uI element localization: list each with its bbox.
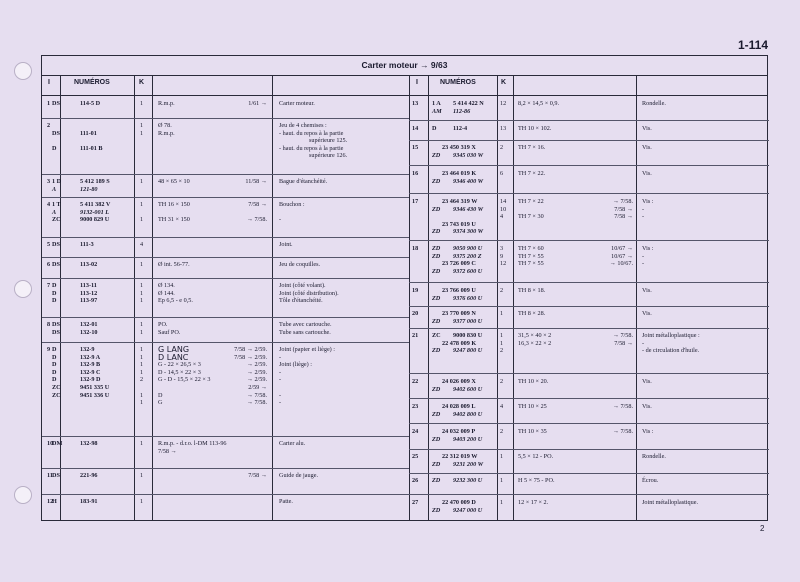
item-index: 19 (412, 287, 419, 294)
designation: Tube avec cartouche. (279, 321, 332, 328)
item-index: 13 (412, 100, 419, 107)
part-prefix: ZC (432, 332, 441, 339)
designation: - (642, 213, 645, 221)
designation: - de circulation d'huile. (642, 347, 700, 355)
part-number: 23 770 009 N (442, 310, 476, 317)
part-number: 132-9 (80, 346, 95, 353)
quantity: 1 (140, 216, 144, 224)
item-index: 7 (47, 282, 51, 289)
designation: Joint (papier et liège) : (279, 346, 336, 353)
description: Ø int. 56-77. (158, 261, 190, 268)
quantity: 1 (140, 178, 144, 185)
quantity: 2 (500, 347, 504, 355)
description: TH 10 × 35 (518, 428, 547, 435)
part-number: 111-3 (80, 241, 94, 248)
part-number: 9403 200 U (453, 435, 483, 443)
part-number: 24 028 009 L (442, 403, 476, 410)
part-number: 132-9 D (80, 376, 101, 384)
designation: Vis. (642, 144, 652, 151)
part-prefix: ZD (432, 177, 441, 185)
designation: - haut. du repos à la partie (279, 144, 344, 152)
validity-date: 7/58 → (614, 205, 633, 213)
validity-date: 7/58 → (614, 339, 633, 347)
header-k-right: K (501, 79, 507, 86)
part-prefix: D (52, 282, 57, 289)
designation: - (279, 368, 282, 376)
designation: Joint métalloplastique. (642, 499, 699, 506)
designation: Vis. (642, 170, 652, 177)
item-index: 23 (412, 403, 419, 410)
quantity: 6 (500, 170, 504, 177)
quantity: 2 (140, 376, 144, 384)
item-index: 27 (412, 499, 419, 506)
designation: Vis. (642, 287, 652, 294)
designation: - (279, 399, 282, 407)
validity-date: → 2/59. (246, 376, 267, 384)
part-prefix: D (52, 353, 57, 361)
part-prefix: ZD (432, 410, 441, 418)
item-index: 20 (412, 310, 419, 317)
designation: - (279, 216, 282, 224)
description: Ø 144. (158, 289, 175, 297)
quantity: 12 (500, 100, 507, 107)
part-prefix: ZD (432, 252, 441, 260)
part-number: 132-9 B (80, 361, 101, 369)
part-prefix: DS (52, 241, 60, 248)
table-title: Carter moteur → 9/63 (42, 56, 767, 76)
part-number: 9132-001 L (80, 208, 110, 216)
part-number: 132-9 C (80, 368, 101, 376)
description: D (158, 391, 163, 399)
validity-date: → 7/58. (612, 428, 633, 435)
part-number: 9247 000 U (453, 506, 483, 514)
description: TH 16 × 150 (158, 201, 190, 208)
part-number: 113-11 (80, 282, 97, 289)
part-number: 9345 030 W (453, 151, 484, 159)
description: TH 7 × 55 (518, 260, 544, 268)
part-number: 112-4 (453, 125, 468, 132)
item-index: 16 (412, 170, 419, 177)
item-index: 10 (47, 440, 54, 447)
validity-date: 7/58 → 2/59. (234, 346, 267, 353)
description: TH 8 × 28. (518, 310, 546, 317)
part-prefix: ZD (432, 347, 441, 355)
part-prefix: ZD (432, 294, 441, 302)
part-prefix: DS (52, 328, 60, 336)
part-number: 9346 430 W (453, 205, 484, 213)
description: 48 × 65 × 10 (158, 178, 190, 185)
quantity: 9 (500, 252, 504, 260)
item-index: 4 (47, 201, 51, 208)
part-prefix: ZD (432, 317, 441, 325)
designation: - (279, 376, 282, 384)
quantity: 1 (140, 353, 144, 361)
quantity: 4 (500, 403, 504, 410)
description: TH 10 × 20. (518, 378, 549, 385)
part-prefix: A (52, 208, 57, 216)
part-number: 23 464 319 W (442, 198, 478, 205)
part-prefix: D (52, 297, 57, 305)
designation: Jeu de 4 chemises : (279, 122, 327, 129)
designation: Écrou. (642, 477, 659, 484)
part-prefix: ZD (432, 245, 441, 252)
part-prefix: ZD (432, 228, 441, 236)
designation: Rondelle. (642, 100, 666, 107)
quantity: 1 (140, 297, 144, 305)
part-prefix: ZC (52, 216, 61, 224)
part-number: 9372 600 U (453, 267, 483, 275)
part-number: 9374 300 W (453, 228, 484, 236)
part-prefix: DS (52, 261, 60, 268)
designation: supérieure 126. (309, 152, 348, 160)
part-prefix: D (52, 368, 57, 376)
validity-date: 7/58 → (614, 213, 633, 221)
item-index: 14 (412, 125, 419, 132)
part-number: 22 478 009 K (442, 339, 477, 347)
quantity: 1 (500, 477, 504, 484)
quantity: 1 (140, 440, 144, 447)
part-number: 23 450 319 X (442, 144, 476, 151)
part-number: 132-9 A (80, 353, 101, 361)
item-index: 24 (412, 428, 419, 435)
designation: Rondelle. (642, 453, 666, 460)
designation: - haut. du repos à la partie (279, 129, 344, 137)
description: TH 7 × 60 (518, 245, 544, 252)
part-number: 112-86 (453, 107, 471, 115)
designation: - (642, 260, 645, 268)
quantity: 1 (140, 129, 144, 137)
part-number: 132-01 (80, 321, 98, 328)
item-index: 17 (412, 198, 419, 205)
description: Ø 78. (158, 122, 172, 129)
item-index: 21 (412, 332, 419, 339)
part-prefix: DM (52, 440, 63, 447)
header-k-left: K (139, 79, 145, 86)
description: G - D - 15,5 × 22 × 3 (158, 376, 211, 384)
item-index: 11 (47, 472, 53, 479)
quantity: 1 (140, 282, 144, 289)
part-number: 5 412 189 S (80, 178, 110, 185)
description: G LANG (158, 345, 190, 354)
part-number: 132-98 (80, 440, 98, 447)
validity-date: → 10/67. (609, 260, 633, 268)
description: TH 7 × 30 (518, 213, 544, 221)
part-prefix: DS (52, 321, 60, 328)
quantity: 14 (500, 198, 507, 205)
item-index: 2 (47, 122, 51, 129)
quantity: 1 (140, 361, 144, 369)
quantity: 1 (500, 332, 504, 339)
part-prefix: D (52, 346, 57, 353)
validity-date: → 2/59. (246, 368, 267, 376)
part-prefix: DS (52, 129, 60, 137)
designation: - (642, 339, 645, 347)
part-prefix: ZD (432, 151, 441, 159)
quantity: 1 (140, 346, 144, 353)
part-number: 9375 200 Z (453, 252, 482, 260)
quantity: 1 (140, 399, 144, 407)
part-number: 9231 200 W (453, 460, 484, 468)
description: G - 22 × 26,5 × 3 (158, 361, 201, 369)
description: TH 7 × 22. (518, 170, 546, 177)
designation: Vis. (642, 310, 652, 317)
header-numeros-left: NUMÉROS (74, 79, 110, 86)
designation: Joint (côté volant). (279, 282, 326, 289)
part-number: 113-97 (80, 297, 98, 305)
designation: Vis : (642, 198, 654, 205)
item-index: 26 (412, 477, 419, 484)
part-number: 111-01 (80, 129, 97, 137)
validity-date: → 7/58. (612, 332, 633, 339)
part-number: 22 470 009 D (442, 499, 476, 506)
description: TH 10 × 102. (518, 125, 552, 132)
part-prefix: ZC (52, 384, 61, 391)
part-number: 9402 800 U (453, 410, 483, 418)
quantity: 2 (500, 144, 504, 151)
item-index: 18 (412, 245, 419, 252)
part-number: 221-96 (80, 472, 98, 479)
part-prefix: 1 D (52, 178, 62, 185)
quantity: 1 (140, 261, 144, 268)
part-number: 113-02 (80, 261, 98, 268)
quantity: 1 (140, 391, 144, 399)
description: G (158, 399, 163, 407)
description: H 5 × 75 - PO. (518, 477, 555, 484)
quantity: 1 (500, 499, 504, 506)
item-index: 25 (412, 453, 419, 460)
quantity: 10 (500, 205, 507, 213)
quantity: 1 (500, 453, 504, 460)
description: D - 14,5 × 22 × 3 (158, 368, 201, 376)
quantity: 1 (500, 339, 504, 347)
page-number: 2 (760, 524, 765, 533)
item-index: 12 (47, 498, 54, 505)
part-number: 9247 800 U (453, 347, 483, 355)
designation: Vis. (642, 125, 652, 132)
description: Sauf PO. (158, 328, 181, 336)
description: R.m.p. (158, 129, 175, 137)
description: TH 7 × 16. (518, 144, 546, 151)
description: 5,5 × 12 - PO. (518, 453, 554, 460)
part-prefix: DS (52, 100, 60, 107)
part-prefix: AM (432, 107, 442, 115)
part-prefix: ZD (432, 460, 441, 468)
description: R.m.p. (158, 100, 175, 107)
description: TH 7 × 55 (518, 252, 544, 260)
quantity: 12 (500, 260, 507, 268)
designation: Joint (côté distribution). (279, 289, 339, 297)
validity-date: 10/67 → (611, 245, 633, 252)
part-number: 9451 335 U (80, 384, 110, 391)
part-number: 113-12 (80, 289, 98, 297)
description: D LANC (158, 352, 189, 362)
part-prefix: ZC (52, 391, 61, 399)
part-number: 23 464 019 K (442, 170, 477, 177)
part-prefix: ZD (432, 267, 441, 275)
quantity: 2 (500, 378, 504, 385)
part-number: 9402 600 U (453, 385, 483, 393)
validity-date: → 7/58. (612, 403, 633, 410)
part-number: 23 743 019 U (442, 220, 476, 228)
validity-date: → 7/58. (246, 399, 267, 407)
part-number: 9377 000 U (453, 317, 483, 325)
description: TH 8 × 18. (518, 287, 546, 294)
item-index: 3 (47, 178, 51, 185)
description: TH 31 × 150 (158, 216, 190, 224)
quantity: 2 (500, 287, 504, 294)
quantity: 4 (140, 241, 144, 248)
item-index: 8 (47, 321, 51, 328)
designation: Tôle d'étanchéité. (279, 297, 323, 305)
description: 12 × 17 × 2. (518, 499, 549, 506)
part-number: 111-01 B (80, 144, 103, 152)
validity-date: 2/59 → (248, 384, 267, 391)
designation: Vis : (642, 245, 654, 252)
designation: Joint (liège) : (279, 361, 312, 369)
part-prefix: 1 A (432, 100, 441, 107)
designation: Tube sans cartouche. (279, 328, 331, 336)
part-number: 9376 600 U (453, 294, 483, 302)
part-number: 9451 336 U (80, 391, 110, 399)
designation: - (279, 353, 282, 361)
item-index: 9 (47, 346, 51, 353)
designation: - (642, 205, 645, 213)
designation: Joint métalloplastique : (642, 332, 700, 339)
validity-date: 7/58 → (248, 472, 267, 479)
item-index: 5 (47, 241, 51, 248)
validity-date: → 7/58. (612, 198, 633, 205)
quantity: 3 (500, 245, 504, 252)
item-index: 22 (412, 378, 419, 385)
designation: Bouchon : (279, 201, 305, 208)
part-prefix: ZD (432, 205, 441, 213)
description: 7/58 → (158, 447, 177, 455)
designation: Vis. (642, 403, 652, 410)
quantity: 1 (140, 498, 144, 505)
quantity: 1 (140, 122, 144, 129)
part-prefix: D (52, 361, 57, 369)
designation: Patte. (279, 498, 293, 505)
header-numeros-right: NUMÉROS (440, 79, 476, 86)
part-number: 5 414 422 N (453, 100, 484, 107)
part-number: 9346 400 W (453, 177, 484, 185)
part-prefix: A (52, 185, 57, 193)
part-prefix: 1 T (52, 201, 61, 208)
validity-date: 11/58 → (245, 178, 267, 185)
description: Ø 134. (158, 282, 175, 289)
part-prefix: D (52, 376, 57, 384)
header-index-right: I (416, 79, 418, 86)
validity-date: 7/58 → 2/59. (234, 353, 267, 361)
part-number: 9000 830 U (453, 332, 483, 339)
quantity: 1 (140, 201, 144, 208)
quantity: 1 (140, 472, 144, 479)
description: TH 7 × 22 (518, 198, 544, 205)
quantity: 2 (500, 428, 504, 435)
part-prefix: DS (52, 472, 60, 479)
quantity: 13 (500, 125, 507, 132)
validity-date: 1/61 → (248, 100, 267, 107)
part-number: 22 312 019 W (442, 453, 478, 460)
part-prefix: D (52, 289, 57, 297)
part-number: 9050 900 U (453, 245, 483, 252)
header-index-left: I (48, 79, 50, 86)
validity-date: 7/58 → (248, 201, 267, 208)
part-number: 24 026 009 X (442, 378, 476, 385)
part-prefix: H (52, 498, 57, 505)
description: 31,5 × 40 × 2 (518, 332, 552, 339)
part-number: 9232 300 U (453, 477, 483, 484)
designation: Carter moteur. (279, 100, 315, 107)
designation: Joint. (279, 241, 293, 248)
description: TH 10 × 25 (518, 403, 547, 410)
part-number: 9000 829 U (80, 216, 110, 224)
parts-table (41, 55, 768, 521)
validity-date: → 7/58. (246, 391, 267, 399)
part-number: 23 726 009 C (442, 260, 476, 268)
description: 16,3 × 22 × 2 (518, 339, 552, 347)
part-number: 24 032 009 P (442, 428, 476, 435)
item-index: 1 (47, 100, 51, 107)
designation: - (279, 391, 282, 399)
binder-hole (14, 62, 32, 80)
part-number: 183-91 (80, 498, 98, 505)
designation: Vis. (642, 378, 652, 385)
binder-hole (14, 280, 32, 298)
item-index: 15 (412, 144, 419, 151)
designation: Carter alu. (279, 440, 306, 447)
designation: supérieure 125. (309, 137, 348, 145)
part-prefix: ZD (432, 385, 441, 393)
quantity: 1 (140, 321, 144, 328)
description: Ep 6,5 - e 0,5. (158, 297, 193, 305)
designation: Vis : (642, 428, 654, 435)
part-prefix: D (432, 125, 437, 132)
part-prefix: ZD (432, 435, 441, 443)
quantity: 1 (140, 328, 144, 336)
quantity: 1 (140, 100, 144, 107)
part-prefix: ZD (432, 506, 441, 514)
part-prefix: D (52, 144, 57, 152)
binder-hole (14, 486, 32, 504)
validity-date: → 2/59. (246, 361, 267, 369)
part-prefix: ZD (432, 477, 441, 484)
designation: Jeu de coquilles. (279, 261, 321, 268)
designation: Bague d'étanchéité. (279, 178, 328, 185)
designation: - (642, 252, 645, 260)
quantity: 1 (140, 289, 144, 297)
part-number: 132-10 (80, 328, 98, 336)
description: PO. (158, 321, 168, 328)
quantity: 4 (500, 213, 504, 221)
validity-date: → 7/58. (246, 216, 267, 224)
designation: Guide de jauge. (279, 472, 319, 479)
item-index: 6 (47, 261, 51, 268)
part-number: 5 411 382 V (80, 201, 111, 208)
part-number: 23 766 009 U (442, 287, 476, 294)
part-number: 114-5 D (80, 100, 101, 107)
part-number: 121-80 (80, 185, 98, 193)
description: 8,2 × 14,5 × 0,9. (518, 100, 560, 107)
quantity: 1 (140, 368, 144, 376)
page-reference: 1-114 (738, 38, 769, 52)
quantity: 1 (500, 310, 504, 317)
description: R.m.p. - d.r.o. l-DM 113-96 (158, 440, 227, 447)
validity-date: 10/67 → (611, 252, 633, 260)
